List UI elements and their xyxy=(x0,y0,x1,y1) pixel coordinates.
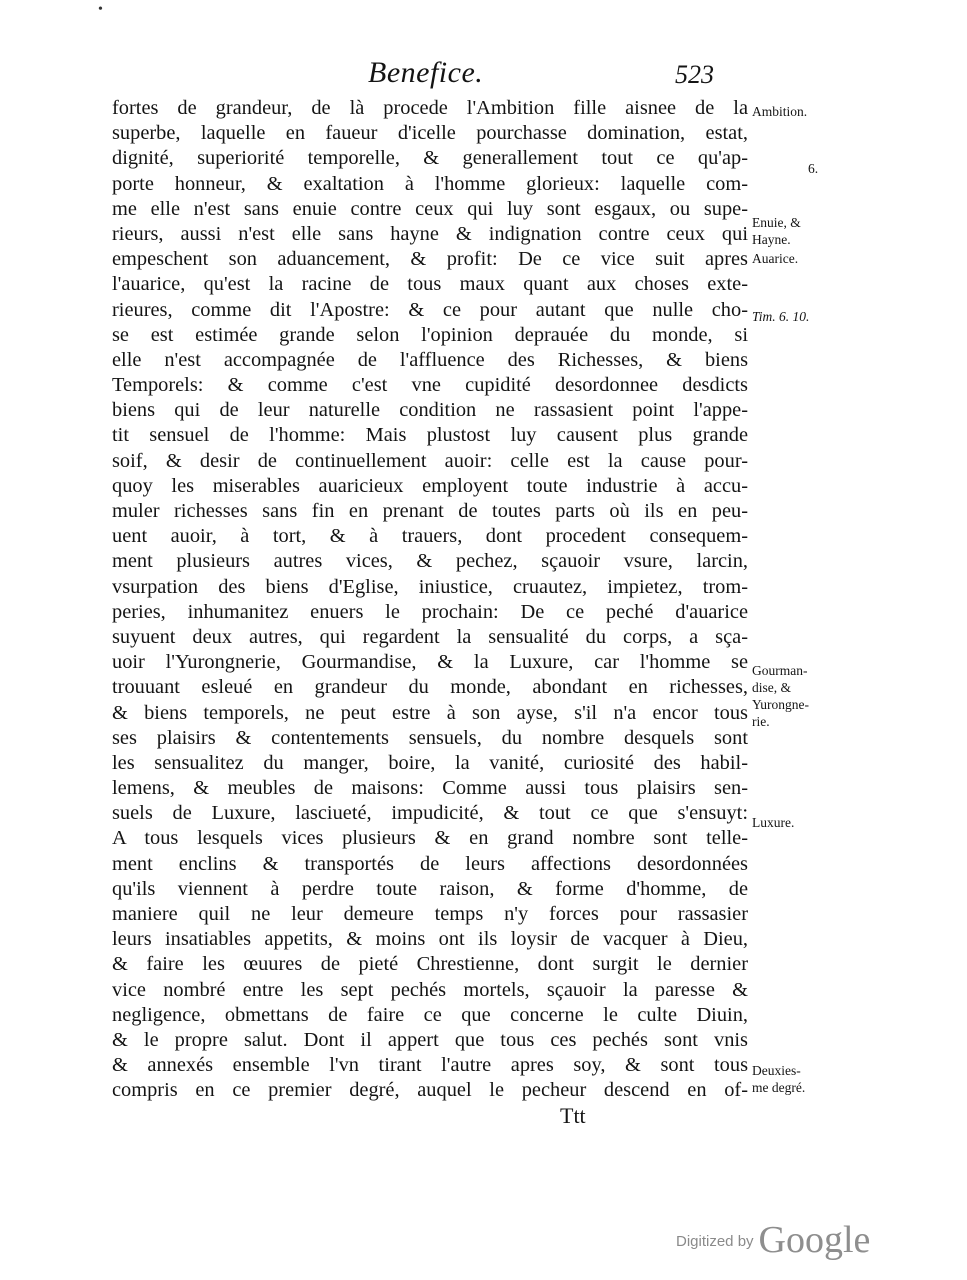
text-line: muler richesses sans fin en prenant de toutes parts où ils en peu- xyxy=(112,500,748,522)
text-line: leurs insatiables appetits, & moins ont ils loysir de vacquer à Dieu, xyxy=(112,928,748,951)
text-line: les sensualitez du manger, boire, la vanité, curiosité des habil- xyxy=(112,751,748,774)
page-number: 523 xyxy=(675,60,714,89)
text-line: ment enclins & transportés de leurs affections desordonnées xyxy=(112,852,748,875)
running-head: Benefice. xyxy=(368,56,484,89)
margin-note-line: Gourman- xyxy=(752,663,808,678)
catchword: Ttt xyxy=(560,1103,586,1128)
margin-note-enuie-hayne xyxy=(752,214,801,248)
margin-note-mark xyxy=(808,160,818,177)
margin-note-luxure xyxy=(752,814,794,831)
margin-note-ambition xyxy=(752,103,807,120)
margin-note-deuxiesme-degre xyxy=(752,1062,805,1096)
margin-note-line: Yurongne- xyxy=(752,697,809,712)
text-line: empeschent son aduancement, & profit: De ce vice suit apres xyxy=(112,248,748,271)
text-line: Temporels: & comme c'est vne cupidité desordonnee desdicts xyxy=(112,374,748,397)
text-line: suels de Luxure, lasciueté, impudicité, & tout ce que s'ensuyt: xyxy=(112,802,748,825)
margin-note-line: dise, & xyxy=(752,680,791,695)
margin-note-auarice xyxy=(752,250,798,267)
text-line: se est estimée grande selon l'opinion deprauée du monde, si xyxy=(112,323,748,346)
margin-note-line: 6. xyxy=(808,161,819,176)
text-line: elle n'est accompagnée de l'affluence des Richesses, & biens xyxy=(112,348,748,371)
corner-mark: • xyxy=(98,2,103,17)
text-line: l'auarice, qu'est la racine de tous maux quant aux choses exte- xyxy=(112,273,748,296)
digitized-by-google-watermark xyxy=(676,1218,870,1262)
watermark-caption: Digitized by xyxy=(676,1233,754,1250)
text-line: ment plusieurs autres vices, & pechez, sçauoir vsure, larcin, xyxy=(112,550,748,573)
margin-note-line: Hayne. xyxy=(752,232,791,247)
text-line: lemens, & meubles de maisons: Comme aussi tous plaisirs sen- xyxy=(112,777,748,800)
margin-note-line: me degré. xyxy=(752,1080,806,1095)
margin-note-line: Ambition. xyxy=(752,104,808,119)
margin-note-line: Luxure. xyxy=(752,815,795,830)
text-line: uent auoir, à tort, & à trauers, dont procedent consequem- xyxy=(112,525,748,548)
text-line: soif, & desir de continuellement auoir: celle est la cause pour- xyxy=(112,449,748,472)
text-line: fortes de grandeur, de là procede l'Ambition fille aisnee de la xyxy=(112,97,748,119)
text-line: A tous lesquels vices plusieurs & en grand nombre sont telle- xyxy=(112,827,748,850)
text-line: ses plaisirs & contentements sensuels, du nombre desquels sont xyxy=(112,726,748,749)
margin-note-scripture-ref xyxy=(752,308,809,325)
text-line: trouuant esleué en grandeur du monde, abondant en richesses, xyxy=(112,676,748,699)
text-line: porte honneur, & exaltation à l'homme glorieux: laquelle com- xyxy=(112,172,748,195)
text-line: vsurpation des biens d'Eglise, iniustice, cruautez, impietez, trom- xyxy=(112,575,748,598)
text-line: biens qui de leur naturelle condition ne rassasient point l'appe- xyxy=(112,399,748,422)
text-line: & faire les œuures de pieté Chrestienne, dont surgit le dernier xyxy=(112,953,748,976)
margin-note-line: rie. xyxy=(752,714,770,729)
text-line: compris en ce premier degré, auquel le pecheur descend en of- xyxy=(112,1079,748,1102)
text-line: uoir l'Yurongnerie, Gourmandise, & la Luxure, car l'homme se xyxy=(112,651,748,674)
text-line: qu'ils viennent à perdre toute raison, & forme d'homme, de xyxy=(112,877,748,900)
text-line: suyuent deux autres, qui regardent la sensualité du corps, a sça- xyxy=(112,625,748,648)
text-line: rieures, comme dit l'Apostre: & ce pour autant que nulle cho- xyxy=(112,298,748,321)
text-line: vice nombré entre les sept pechés mortels, sçauoir la paresse & xyxy=(112,978,748,1001)
text-line: dignité, superiorité temporelle, & generallement tout ce qu'ap- xyxy=(112,147,748,170)
text-line: rieurs, aussi n'est elle sans hayne & indignation contre ceux qui xyxy=(112,222,748,245)
margin-note-line: Tim. 6. 10. xyxy=(752,309,810,324)
margin-note-line: Enuie, & xyxy=(752,215,801,230)
text-line: me elle n'est sans enuie contre ceux qui luy sont esgaux, ou supe- xyxy=(112,197,748,220)
text-line: negligence, obmettans de faire ce que concerne le culte Diuin, xyxy=(112,1003,748,1026)
text-line: maniere quil ne leur demeure temps n'y forces pour rassasier xyxy=(112,903,748,925)
google-logo: Google xyxy=(758,1219,871,1261)
margin-note-line: Deuxies- xyxy=(752,1063,801,1078)
text-line: tit sensuel de l'homme: Mais plustost luy causent plus grande xyxy=(112,424,748,447)
margin-note-line: Auarice. xyxy=(752,251,799,266)
text-line: quoy les miserables auaricieux employent toute industrie à accu- xyxy=(112,474,748,497)
text-line: & annexés ensemble l'vn tirant l'autre apres soy, & sont tous xyxy=(112,1054,748,1077)
body-text xyxy=(112,96,748,1104)
text-line: & biens temporels, ne peut estre à son ayse, s'il n'a encor tous xyxy=(112,701,748,724)
text-line: & le propre salut. Dont il appert que tous ces pechés sont vnis xyxy=(112,1028,748,1051)
text-line: superbe, laquelle en faueur d'icelle pourchasse domination, estat, xyxy=(112,122,748,145)
text-line: peries, inhumanitez enuers le prochain: De ce peché d'auarice xyxy=(112,600,748,623)
margin-note-gourmandise xyxy=(752,662,809,730)
